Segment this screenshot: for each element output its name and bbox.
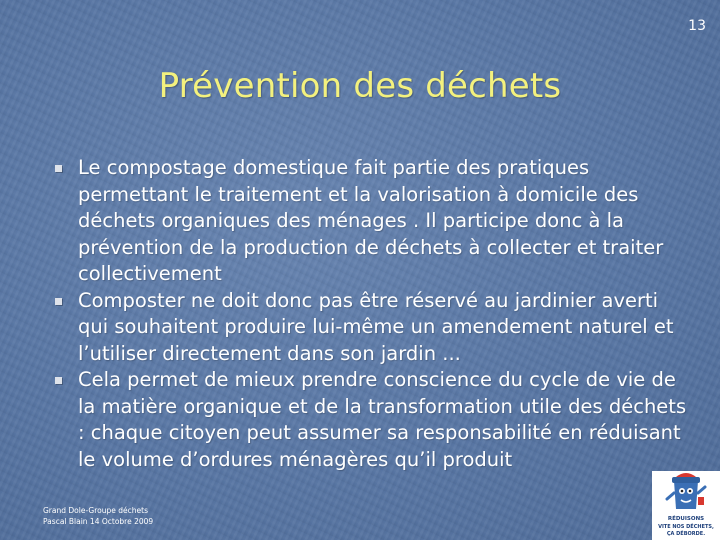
bullet-item bbox=[52, 155, 692, 288]
waste-reduction-logo bbox=[652, 471, 720, 540]
footer bbox=[43, 505, 153, 527]
bullet-list bbox=[52, 155, 692, 473]
square-bullet-icon bbox=[55, 165, 62, 172]
square-bullet-icon bbox=[55, 298, 62, 305]
logo-text-line3: ÇA DÉBORDE. bbox=[666, 531, 706, 537]
bullet-text: Composter ne doit donc pas être réservé au jardinier averti qui souhaitent produire lui-même un amendement naturel et l’utiliser directement dans son jardin ... bbox=[78, 288, 674, 365]
logo-text-line1: RÉDUISONS bbox=[667, 516, 705, 522]
bullet-item bbox=[52, 367, 692, 473]
slide-title: Prévention des déchets bbox=[158, 66, 562, 106]
square-bullet-icon bbox=[55, 377, 62, 384]
logo-text-line2: VITE NOS DÉCHETS, bbox=[658, 524, 714, 530]
bullet-text: Cela permet de mieux prendre conscience du cycle de vie de la matière organique et de la transformation utile des déchets : chaque citoyen peut assumer sa responsabilité en réduisant le volume d’ordures ménagères qu’il produit bbox=[78, 368, 687, 471]
trash-bin-mascot-icon bbox=[652, 471, 720, 540]
page-number: 13 bbox=[688, 18, 706, 34]
bullet-item bbox=[52, 288, 692, 368]
footer-line-organization: Grand Dole-Groupe déchets bbox=[43, 506, 148, 515]
bullet-text: Le compostage domestique fait partie des pratiques permettant le traitement et la valorisation à domicile des déchets organiques des ménages . Il participe donc à la prévention de la production de déchets à collecter et traiter collectivement bbox=[78, 156, 664, 285]
footer-line-author-date: Pascal Blain 14 Octobre 2009 bbox=[43, 517, 154, 526]
